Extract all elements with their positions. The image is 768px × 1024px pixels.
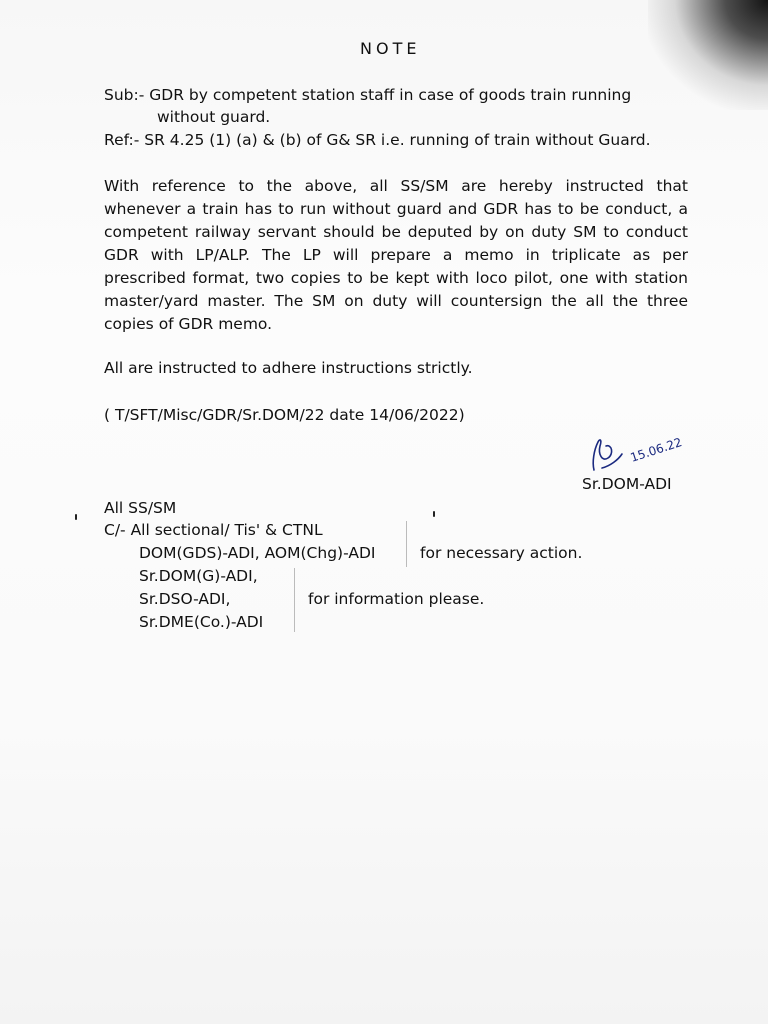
note-title: NOTE (360, 39, 421, 58)
cc-line-1: C/- All sectional/ Tis' & CTNL (104, 521, 323, 539)
signatory: Sr.DOM-ADI (582, 475, 672, 493)
scan-mark (75, 514, 77, 520)
body-paragraph: With reference to the above, all SS/SM are hereby instructed that whenever a train has to run without guard and GDR has to be conduct, a competent railway servant should be deputed by on duty SM to conduct GDR with LP/ALP. The LP will prepare a memo in triplicate as per prescribed format, two copies to be kept with loco pilot, one with station master/yard master. The SM on duty will countersign the all the three copies of GDR memo. (104, 177, 688, 333)
cc-line-5: Sr.DME(Co.)-ADI (139, 613, 264, 631)
reference-line: Ref:- SR 4.25 (1) (a) & (b) of G& SR i.e. running of train without Guard. (104, 131, 651, 149)
scan-mark (433, 511, 435, 517)
info-note: for information please. (308, 590, 485, 608)
recipient-line: All SS/SM (104, 499, 177, 517)
cc-line-2: DOM(GDS)-ADI, AOM(Chg)-ADI (139, 544, 376, 562)
file-reference: ( T/SFT/Misc/GDR/Sr.DOM/22 date 14/06/2022) (104, 406, 465, 424)
action-bracket (402, 521, 407, 567)
scan-corner-shadow (648, 0, 768, 110)
action-note: for necessary action. (420, 544, 583, 562)
signature-date: 15.06.22 (628, 435, 684, 465)
info-bracket (290, 568, 295, 632)
cc-line-3: Sr.DOM(G)-ADI, (139, 567, 258, 585)
subject-line: Sub:- GDR by competent station staff in case of goods train running (104, 86, 632, 104)
instruction-line: All are instructed to adhere instructions strictly. (104, 359, 473, 377)
subject-continuation: without guard. (157, 108, 271, 126)
cc-line-4: Sr.DSO-ADI, (139, 590, 231, 608)
